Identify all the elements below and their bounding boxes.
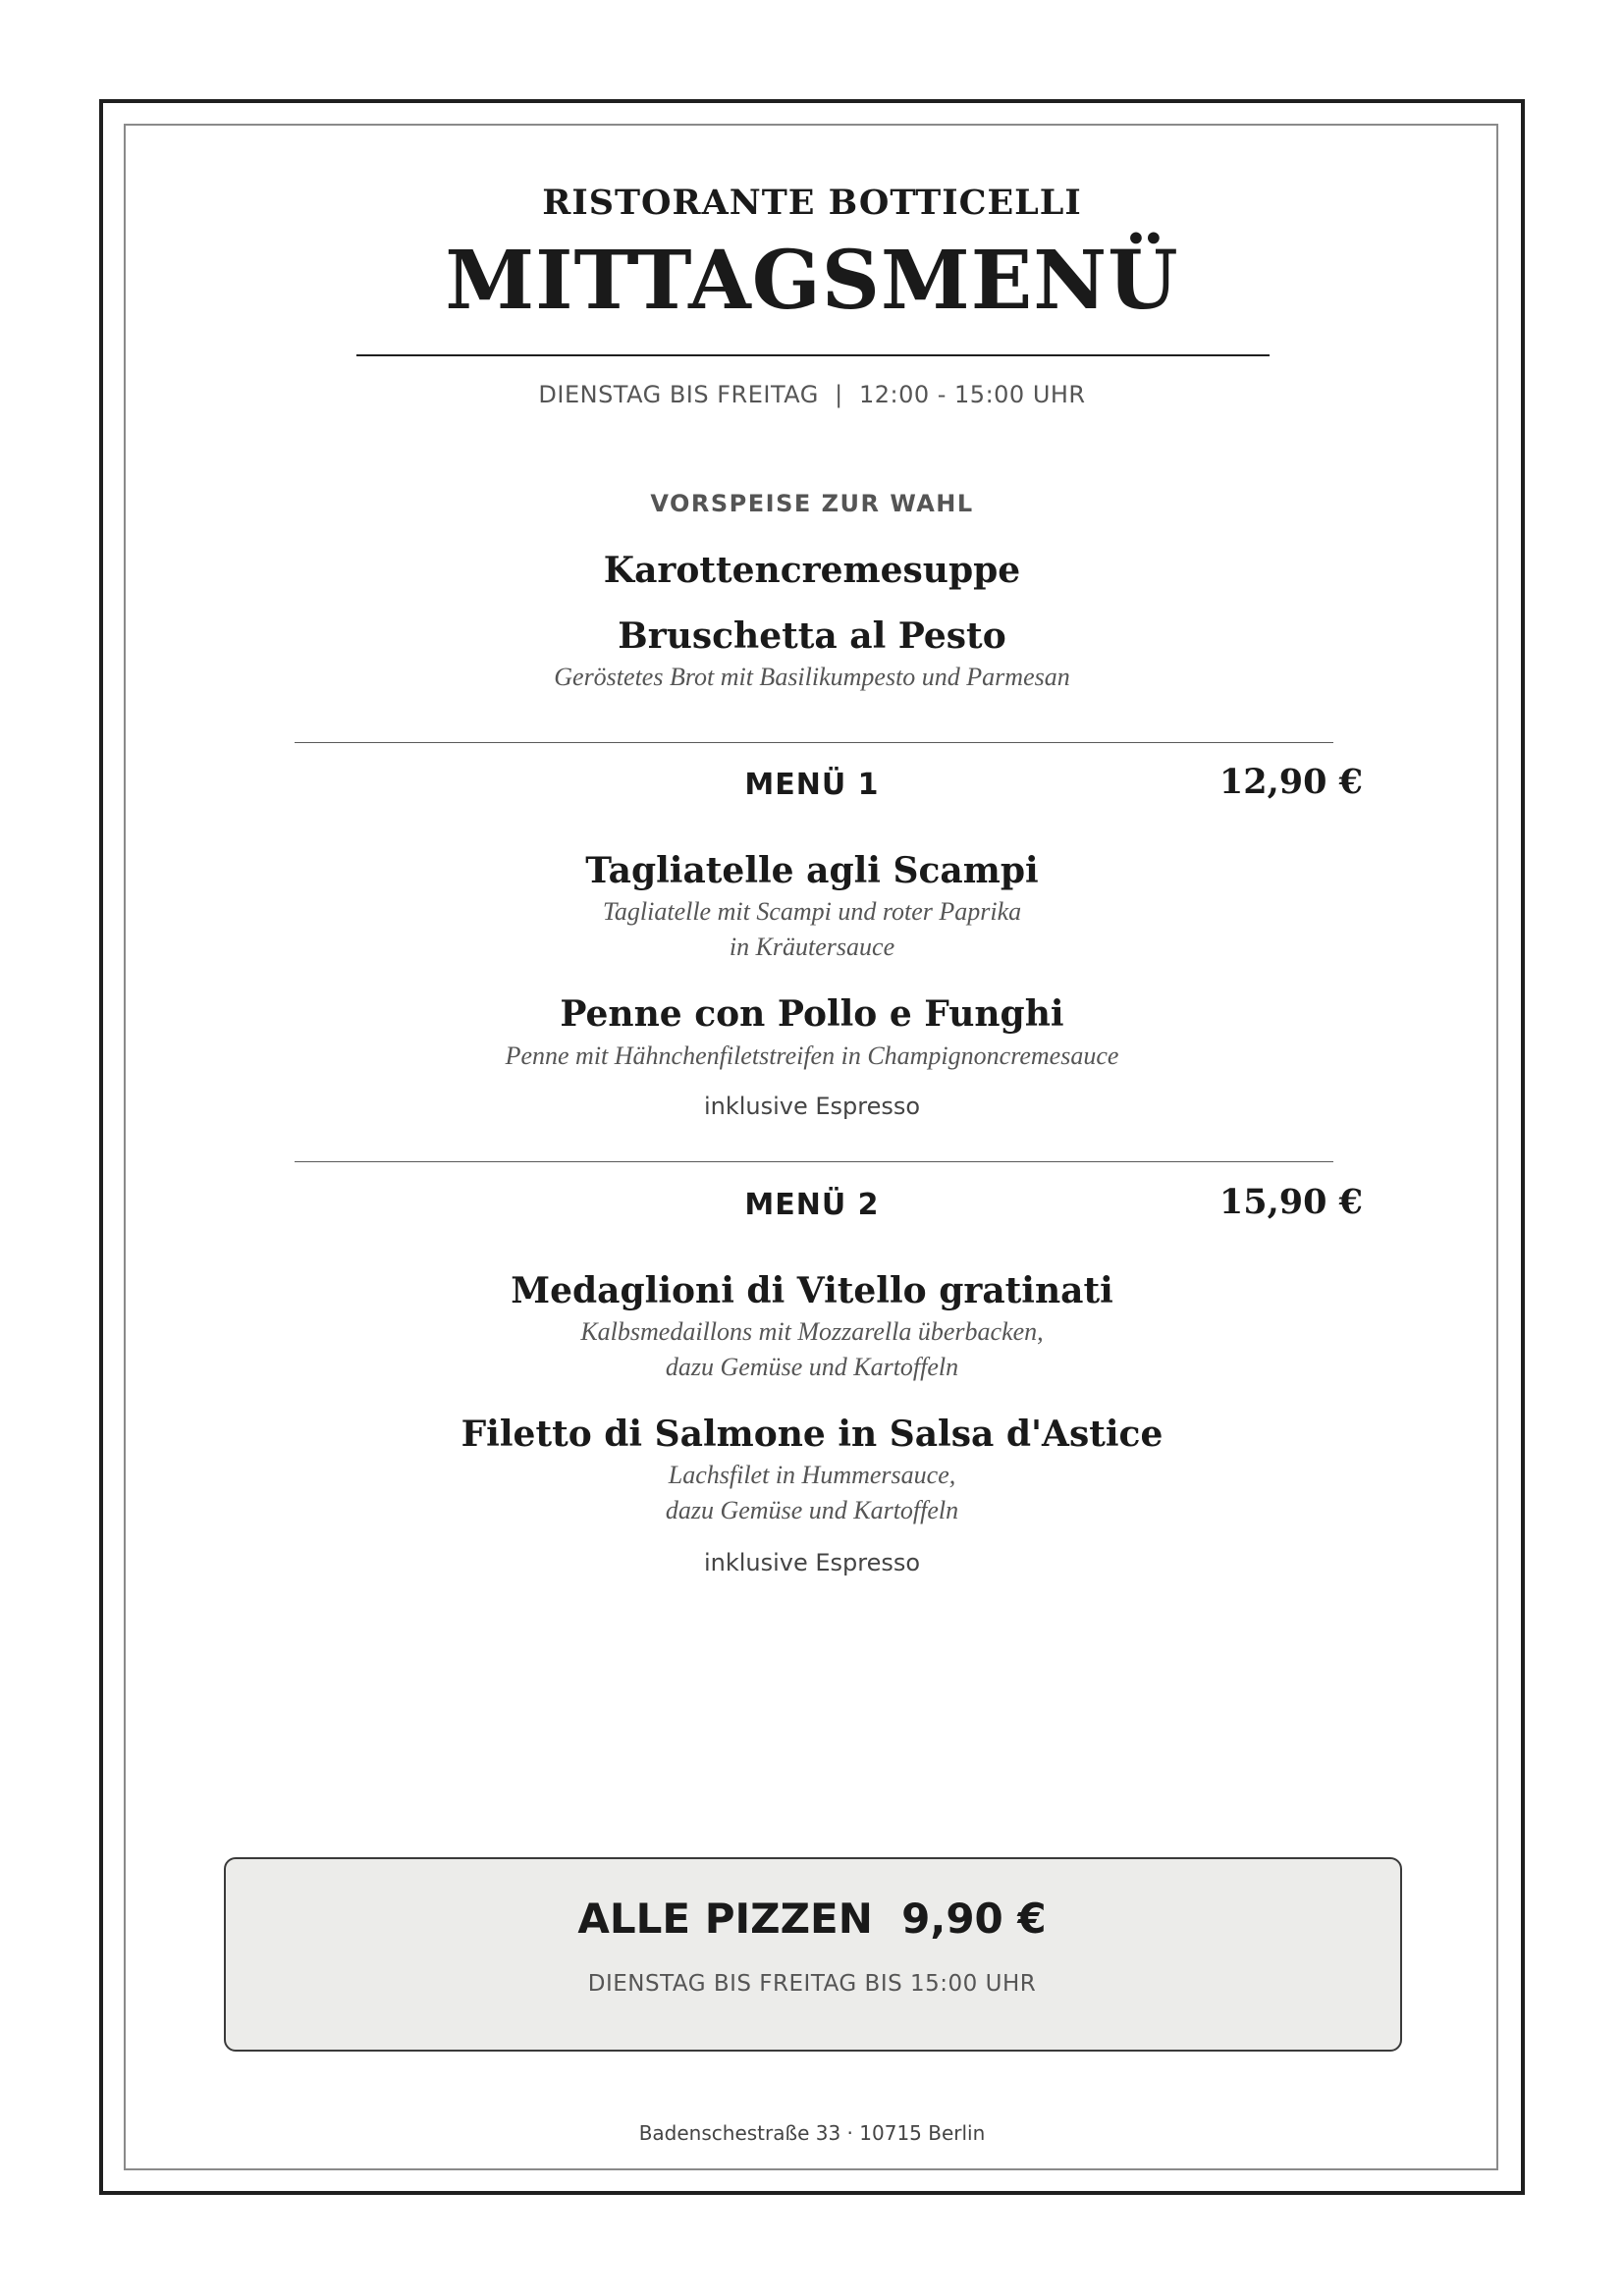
menu-note: inklusive Espresso: [703, 1549, 921, 1576]
pizza-offer-title: ALLE PIZZEN 9,90 €: [577, 1895, 1047, 1943]
dish-description: in Kräutersauce: [729, 933, 895, 961]
address: Badenschestraße 33 · 10715 Berlin: [638, 2121, 986, 2145]
menu-2-price: 15,90 €: [1218, 1182, 1363, 1222]
starter-name: Bruschetta al Pesto: [618, 615, 1006, 657]
section-divider: [295, 742, 1333, 743]
page-title: MITTAGSMENÜ: [445, 234, 1179, 328]
dish-description: Lachsfilet in Hummersauce,: [668, 1461, 956, 1489]
pizza-offer-subtitle: DIENSTAG BIS FREITAG BIS 15:00 UHR: [587, 1971, 1037, 1997]
restaurant-name: RISTORANTE BOTTICELLI: [542, 183, 1082, 223]
dish-description: Penne mit Hähnchenfiletstreifen in Champignoncremesauce: [505, 1041, 1119, 1070]
dish-name: Filetto di Salmone in Salsa d'Astice: [460, 1414, 1164, 1455]
dish-description: Tagliatelle mit Scampi und roter Paprika: [602, 897, 1022, 926]
dish-description: dazu Gemüse und Kartoffeln: [665, 1496, 959, 1524]
menu-1-price: 12,90 €: [1218, 762, 1363, 802]
dish-name: Penne con Pollo e Funghi: [560, 993, 1064, 1035]
title-divider: [356, 354, 1270, 356]
dish-description: Kalbsmedaillons mit Mozzarella überbacken,: [580, 1317, 1044, 1346]
opening-hours: DIENSTAG BIS FREITAG | 12:00 - 15:00 UHR: [538, 381, 1086, 408]
dish-name: Medaglioni di Vitello gratinati: [511, 1270, 1113, 1311]
dish-description: dazu Gemüse und Kartoffeln: [665, 1353, 959, 1381]
section-divider: [295, 1161, 1333, 1162]
menu-2-label: MENÜ 2: [744, 1188, 880, 1222]
starters-heading: VORSPEISE ZUR WAHL: [650, 490, 974, 517]
menu-note: inklusive Espresso: [703, 1093, 921, 1120]
pizza-offer-box: [224, 1857, 1402, 2052]
dish-name: Tagliatelle agli Scampi: [585, 850, 1039, 891]
starter-name: Karottencremesuppe: [603, 550, 1021, 591]
menu-1-label: MENÜ 1: [744, 768, 880, 802]
starter-description: Geröstetes Brot mit Basilikumpesto und Parmesan: [554, 663, 1070, 691]
